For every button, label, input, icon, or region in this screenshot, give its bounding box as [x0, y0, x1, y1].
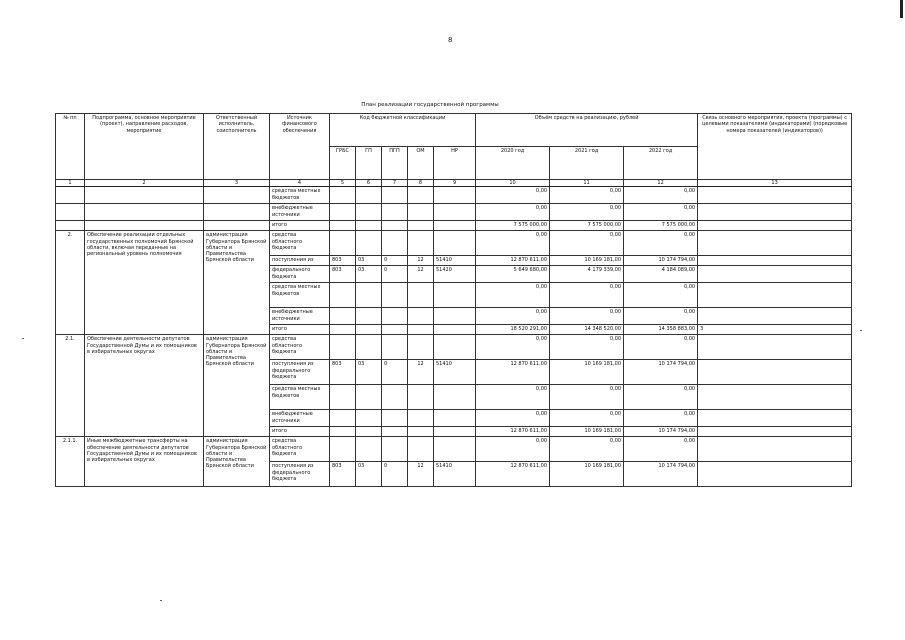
measure-name: Обеспечение реализации отдельных государственных полномочий Брянской области, включая переданные на региональный уровень полномочия: [85, 231, 204, 335]
code-grbs: [330, 325, 356, 335]
indicator-link: [698, 427, 852, 437]
code-pgp: [382, 427, 408, 437]
header-name: Подпрограмма, основное мероприятие (проект), направление расходов, мероприятие: [85, 114, 204, 180]
code-gp: [356, 335, 382, 360]
code-grbs: 803: [330, 266, 356, 283]
funding-source: внебюджетные источники: [270, 308, 330, 325]
funding-source: внебюджетные источники: [270, 410, 330, 427]
amount-2022: 0,00: [624, 385, 698, 410]
responsible-executor: администрация Губернатора Брянской области и Правительства Брянской области: [204, 231, 270, 335]
code-pgp: 0: [382, 266, 408, 283]
code-nr: [434, 283, 476, 308]
code-grbs: 803: [330, 256, 356, 266]
code-om: [408, 427, 434, 437]
code-om: 12: [408, 266, 434, 283]
code-nr: [434, 325, 476, 335]
funding-source: средства местных бюджетов: [270, 385, 330, 410]
indicator-link: [698, 462, 852, 487]
funding-source: поступления из федерального бюджета: [270, 462, 330, 487]
table-row: [56, 187, 852, 204]
funding-source: федерального бюджета: [270, 266, 330, 283]
indicator-link: [698, 256, 852, 266]
amount-2021: 0,00: [550, 335, 624, 360]
code-nr: [434, 221, 476, 231]
row-number: 2.: [56, 231, 85, 335]
code-grbs: [330, 221, 356, 231]
amount-2020: 5 649 680,00: [476, 266, 550, 283]
code-grbs: [330, 437, 356, 462]
code-pgp: [382, 187, 408, 204]
code-nr: [434, 410, 476, 427]
amount-2021: 7 575 000,00: [550, 221, 624, 231]
code-om: [408, 231, 434, 256]
code-gp: [356, 204, 382, 221]
code-gp: 03: [356, 360, 382, 385]
amount-2020: 12 870 611,00: [476, 462, 550, 487]
amount-2021: 0,00: [550, 410, 624, 427]
code-nr: [434, 335, 476, 360]
amount-2022: 14 358 883,00: [624, 325, 698, 335]
indicator-link: [698, 187, 852, 204]
table-row: [56, 204, 852, 221]
code-om: [408, 204, 434, 221]
amount-2021: 0,00: [550, 187, 624, 204]
funding-source: поступления из: [270, 256, 330, 266]
amount-2022: 0,00: [624, 335, 698, 360]
amount-2022: 0,00: [624, 187, 698, 204]
header-om: ОМ: [408, 147, 434, 180]
header-grbs: ГРБС: [330, 147, 356, 180]
code-pgp: [382, 335, 408, 360]
code-om: [408, 437, 434, 462]
header-pgp: ПГП: [382, 147, 408, 180]
code-nr: [434, 385, 476, 410]
code-nr: 51420: [434, 266, 476, 283]
funding-source: средства областного бюджета: [270, 335, 330, 360]
funding-source: итого: [270, 427, 330, 437]
code-pgp: [382, 410, 408, 427]
col-index: 6: [356, 180, 382, 187]
amount-2020: 0,00: [476, 308, 550, 325]
code-om: [408, 325, 434, 335]
header-kbk: Код бюджетной классификации: [330, 114, 476, 147]
amount-2021: 0,00: [550, 231, 624, 256]
amount-2020: 0,00: [476, 231, 550, 256]
responsible-executor: [204, 221, 270, 231]
table-row: [56, 221, 852, 231]
amount-2022: 10 174 794,00: [624, 256, 698, 266]
col-index: 4: [270, 180, 330, 187]
code-grbs: [330, 231, 356, 256]
amount-2022: 10 174 794,00: [624, 462, 698, 487]
code-gp: 03: [356, 462, 382, 487]
responsible-executor: администрация Губернатора Брянской области и Правительства Брянской области: [204, 335, 270, 437]
funding-source: средства областного бюджета: [270, 231, 330, 256]
code-grbs: [330, 385, 356, 410]
amount-2020: 0,00: [476, 283, 550, 308]
code-gp: [356, 231, 382, 256]
indicator-link: [698, 335, 852, 360]
indicator-link: [698, 204, 852, 221]
row-number: 2.1.: [56, 335, 85, 437]
amount-2021: 0,00: [550, 385, 624, 410]
funding-source: средства местных бюджетов: [270, 283, 330, 308]
amount-2021: 0,00: [550, 204, 624, 221]
code-om: [408, 385, 434, 410]
amount-2022: 0,00: [624, 231, 698, 256]
header-2022: 2022 год: [624, 147, 698, 180]
code-pgp: [382, 231, 408, 256]
indicator-link: [698, 308, 852, 325]
amount-2022: 0,00: [624, 308, 698, 325]
amount-2021: 0,00: [550, 308, 624, 325]
column-index-row: [56, 180, 852, 187]
code-nr: [434, 187, 476, 204]
col-index: 10: [476, 180, 550, 187]
header-source: Источник финансового обеспечения: [270, 114, 330, 180]
funding-source: средства областного бюджета: [270, 437, 330, 462]
code-grbs: [330, 410, 356, 427]
code-nr: [434, 308, 476, 325]
header-num: № пп: [56, 114, 85, 180]
indicator-link: 3: [698, 325, 852, 335]
indicator-link: [698, 283, 852, 308]
col-index: 1: [56, 180, 85, 187]
code-nr: [434, 437, 476, 462]
code-om: [408, 308, 434, 325]
col-index: 3: [204, 180, 270, 187]
code-om: 12: [408, 360, 434, 385]
col-index: 11: [550, 180, 624, 187]
code-pgp: [382, 325, 408, 335]
amount-2020: 0,00: [476, 410, 550, 427]
amount-2022: 4 184 089,00: [624, 266, 698, 283]
col-index: 2: [85, 180, 204, 187]
scan-edge-mark: [900, 0, 903, 18]
table-row: [56, 335, 852, 360]
code-grbs: [330, 204, 356, 221]
code-pgp: 0: [382, 360, 408, 385]
header-2020: 2020 год: [476, 147, 550, 180]
code-grbs: [330, 427, 356, 437]
code-nr: [434, 231, 476, 256]
amount-2022: 0,00: [624, 437, 698, 462]
col-index: 7: [382, 180, 408, 187]
responsible-executor: [204, 187, 270, 204]
code-pgp: 0: [382, 256, 408, 266]
table-row: [56, 437, 852, 462]
code-grbs: 803: [330, 360, 356, 385]
responsible-executor: [204, 204, 270, 221]
table-row: [56, 231, 852, 256]
scan-speck: [860, 330, 862, 331]
amount-2022: 10 174 794,00: [624, 427, 698, 437]
code-om: [408, 283, 434, 308]
header-2021: 2021 год: [550, 147, 624, 180]
header-responsible: Ответственный исполнитель, соисполнитель: [204, 114, 270, 180]
amount-2020: 0,00: [476, 437, 550, 462]
amount-2020: 12 870 611,00: [476, 256, 550, 266]
amount-2022: 7 575 000,00: [624, 221, 698, 231]
code-grbs: [330, 335, 356, 360]
amount-2022: 0,00: [624, 283, 698, 308]
code-pgp: [382, 204, 408, 221]
code-om: 12: [408, 462, 434, 487]
amount-2021: 10 169 181,00: [550, 360, 624, 385]
indicator-link: [698, 437, 852, 462]
indicator-link: [698, 385, 852, 410]
col-index: 12: [624, 180, 698, 187]
code-grbs: 803: [330, 462, 356, 487]
col-index: 5: [330, 180, 356, 187]
code-gp: [356, 221, 382, 231]
code-pgp: [382, 385, 408, 410]
row-number: [56, 221, 85, 231]
col-index: 9: [434, 180, 476, 187]
amount-2020: 0,00: [476, 187, 550, 204]
code-nr: 51410: [434, 256, 476, 266]
code-om: [408, 335, 434, 360]
code-nr: [434, 204, 476, 221]
code-grbs: [330, 283, 356, 308]
code-gp: [356, 308, 382, 325]
page-number: 8: [448, 36, 453, 44]
measure-name: Иные межбюджетные трансферты на обеспечение деятельности депутатов Государственной Думы и их помощников в избирательных округах: [85, 437, 204, 487]
header-link: Связь основного мероприятия, проекта (программы) с целевыми показателями (индикаторами) (порядковые номера показателей (индикаторов)): [698, 114, 852, 180]
col-index: 13: [698, 180, 852, 187]
indicator-link: [698, 221, 852, 231]
code-gp: 03: [356, 256, 382, 266]
scan-speck: [160, 600, 162, 601]
amount-2020: 12 870 611,00: [476, 360, 550, 385]
amount-2020: 7 575 000,00: [476, 221, 550, 231]
amount-2020: 0,00: [476, 385, 550, 410]
code-gp: [356, 325, 382, 335]
header-gp: ГП: [356, 147, 382, 180]
measure-name: [85, 204, 204, 221]
code-pgp: 0: [382, 462, 408, 487]
code-om: [408, 410, 434, 427]
code-grbs: [330, 308, 356, 325]
measure-name: Обеспечение деятельности депутатов Государственной Думы и их помощников в избирательных округах: [85, 335, 204, 437]
code-gp: [356, 437, 382, 462]
row-number: [56, 187, 85, 204]
amount-2020: 12 870 611,00: [476, 427, 550, 437]
header-nr: НР: [434, 147, 476, 180]
row-number: [56, 204, 85, 221]
code-gp: [356, 410, 382, 427]
amount-2022: 0,00: [624, 204, 698, 221]
amount-2021: 10 169 181,00: [550, 462, 624, 487]
responsible-executor: администрация Губернатора Брянской области и Правительства Брянской области: [204, 437, 270, 487]
amount-2021: 10 169 181,00: [550, 427, 624, 437]
amount-2022: 0,00: [624, 410, 698, 427]
indicator-link: [698, 410, 852, 427]
header-volume: Объём средств на реализацию, рублей: [476, 114, 698, 147]
amount-2021: 0,00: [550, 283, 624, 308]
code-nr: 51410: [434, 462, 476, 487]
measure-name: [85, 221, 204, 231]
amount-2021: 10 169 181,00: [550, 256, 624, 266]
measure-name: [85, 187, 204, 204]
code-gp: [356, 187, 382, 204]
code-gp: 03: [356, 266, 382, 283]
program-plan-table: [55, 113, 852, 487]
code-om: 12: [408, 256, 434, 266]
header-row-1: [56, 114, 852, 147]
code-gp: [356, 385, 382, 410]
indicator-link: [698, 231, 852, 256]
col-index: 8: [408, 180, 434, 187]
funding-source: поступления из федерального бюджета: [270, 360, 330, 385]
amount-2021: 0,00: [550, 437, 624, 462]
code-pgp: [382, 221, 408, 231]
amount-2020: 0,00: [476, 204, 550, 221]
code-om: [408, 187, 434, 204]
funding-source: средства местных бюджетов: [270, 187, 330, 204]
code-pgp: [382, 308, 408, 325]
amount-2021: 14 348 520,00: [550, 325, 624, 335]
code-nr: [434, 427, 476, 437]
code-om: [408, 221, 434, 231]
code-pgp: [382, 283, 408, 308]
funding-source: внебюджетные источники: [270, 204, 330, 221]
amount-2021: 4 179 339,00: [550, 266, 624, 283]
code-gp: [356, 427, 382, 437]
row-number: 2.1.1.: [56, 437, 85, 487]
code-nr: 51410: [434, 360, 476, 385]
indicator-link: [698, 360, 852, 385]
funding-source: итого: [270, 221, 330, 231]
amount-2020: 0,00: [476, 335, 550, 360]
amount-2020: 18 520 291,00: [476, 325, 550, 335]
code-grbs: [330, 187, 356, 204]
code-pgp: [382, 437, 408, 462]
scan-speck: [22, 338, 24, 339]
funding-source: итого: [270, 325, 330, 335]
code-gp: [356, 283, 382, 308]
amount-2022: 10 174 794,00: [624, 360, 698, 385]
indicator-link: [698, 266, 852, 283]
table-title: План реализации государственной программы: [361, 102, 499, 108]
